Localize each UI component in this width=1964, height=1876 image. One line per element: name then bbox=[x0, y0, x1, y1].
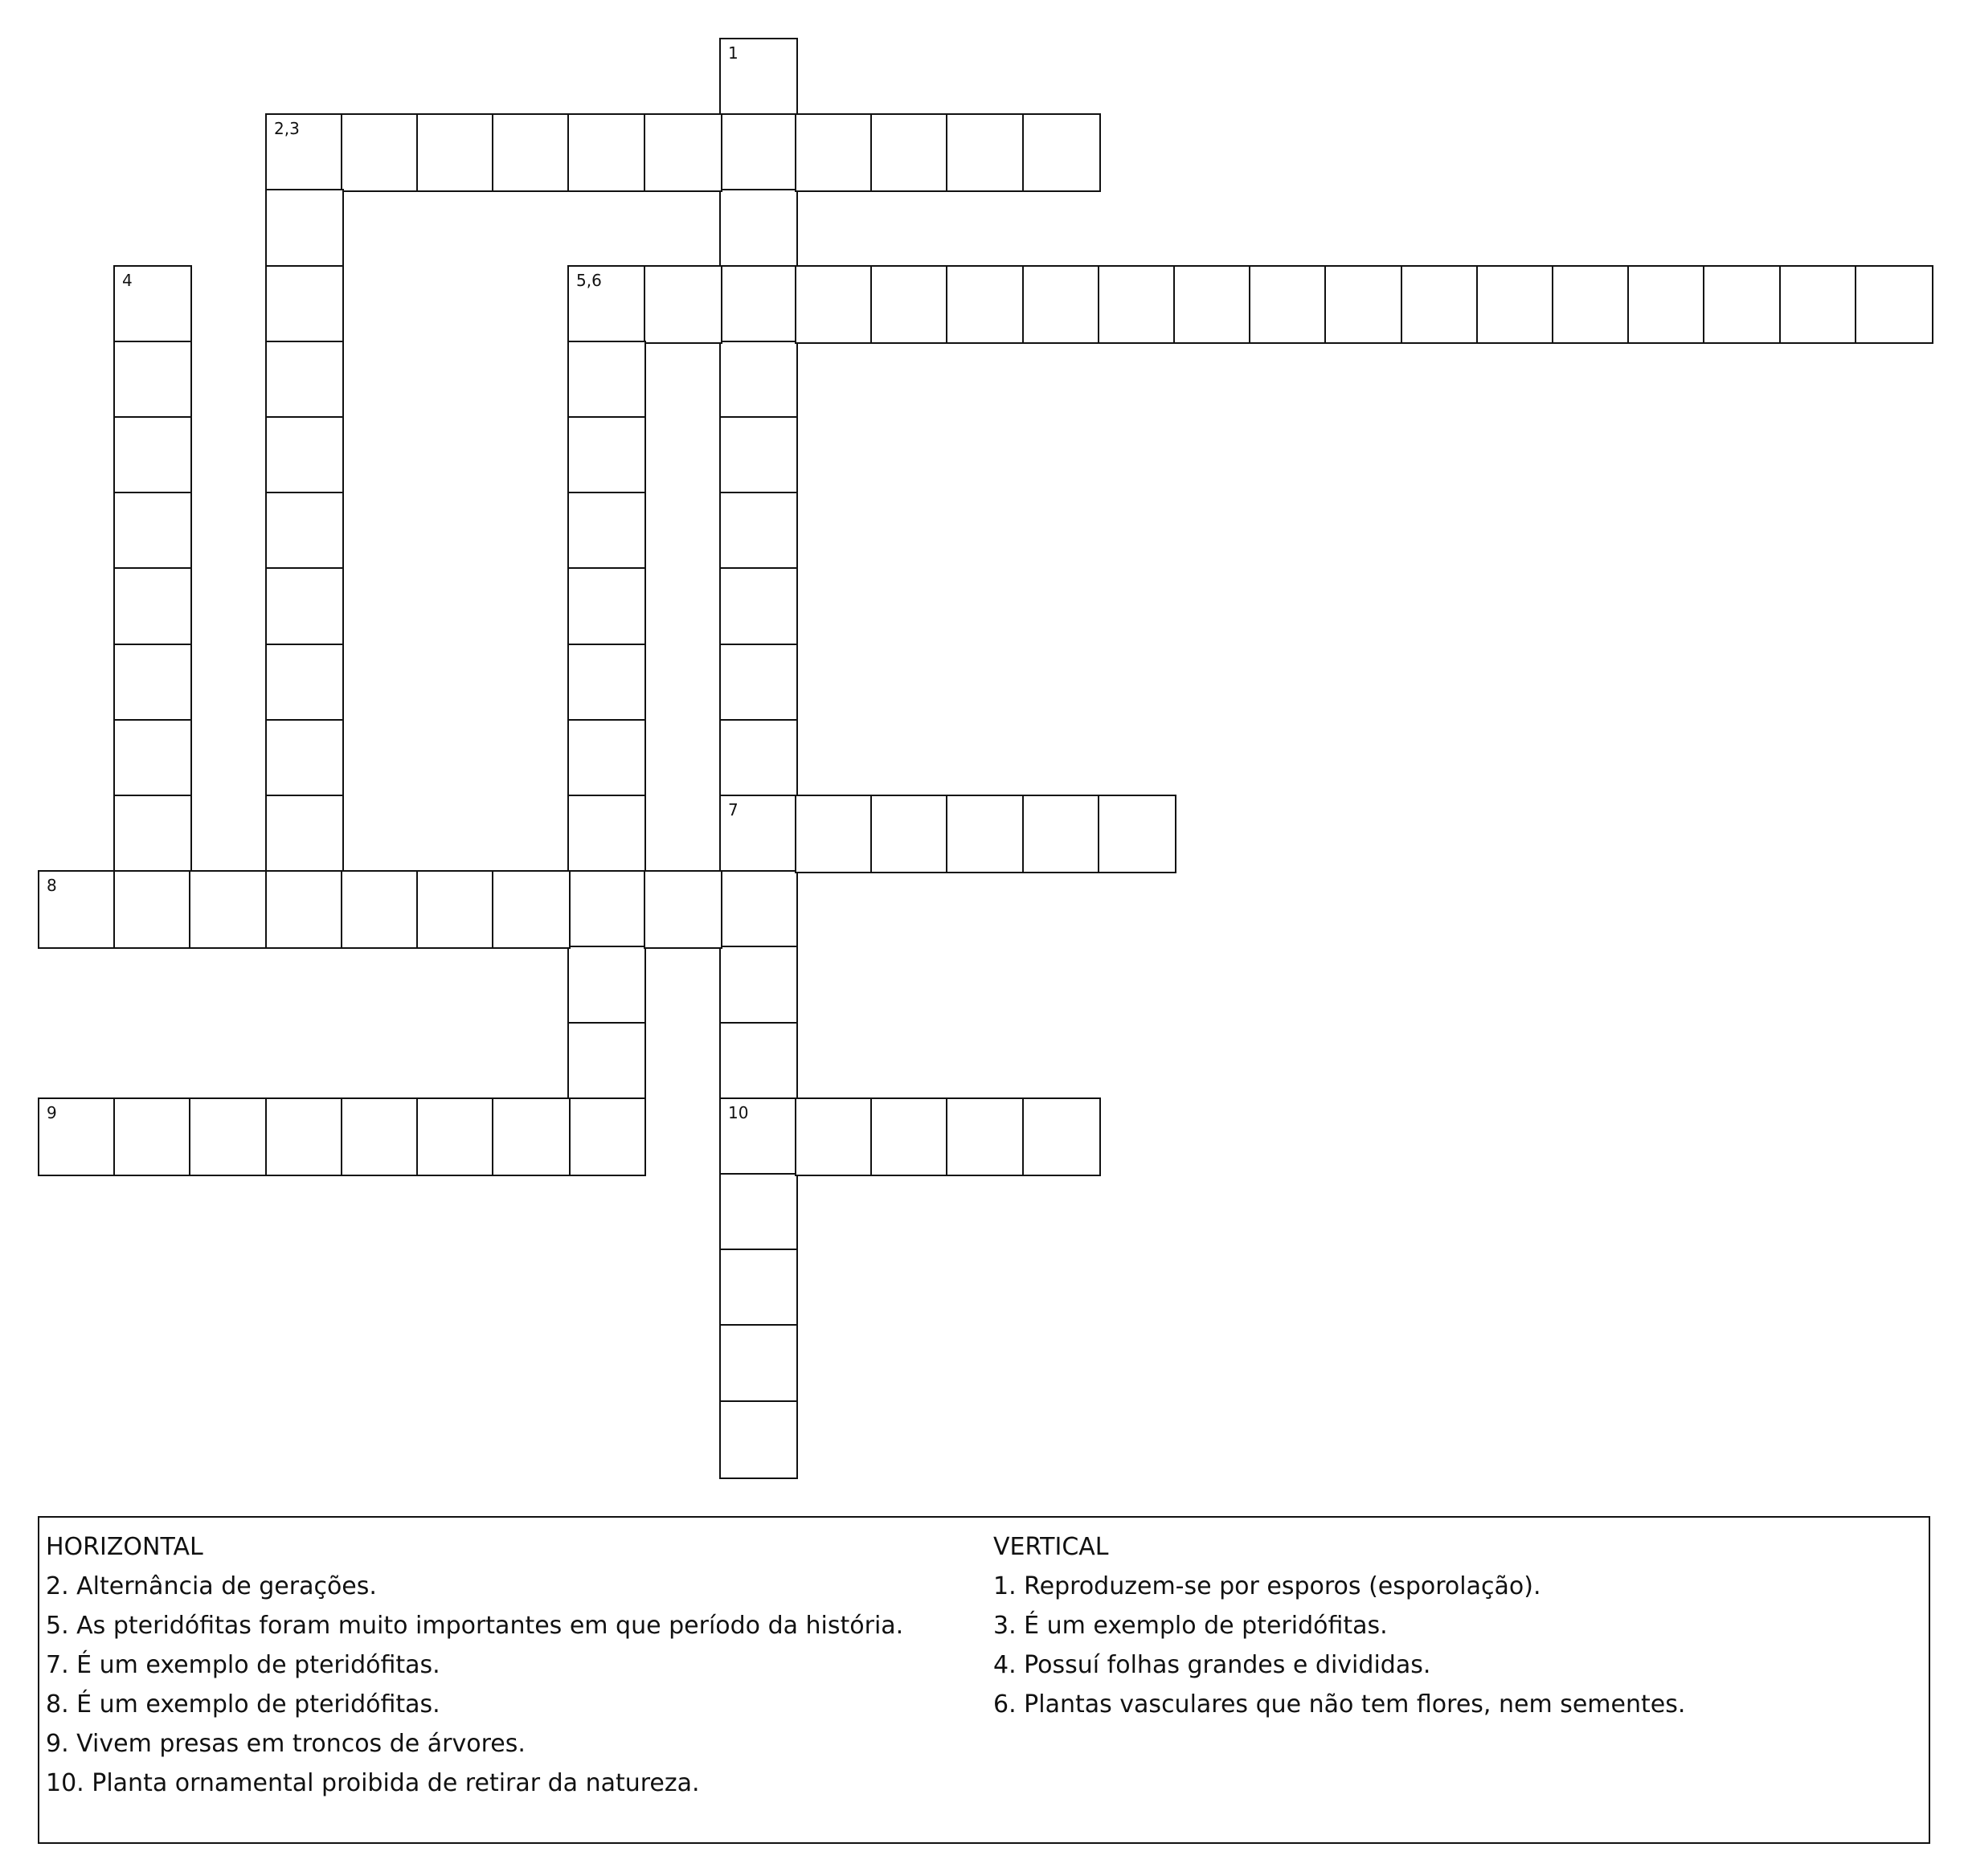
crossword-cell[interactable] bbox=[567, 1097, 646, 1176]
crossword-cell[interactable] bbox=[644, 265, 722, 344]
clue-across-2: 2. Alternância de gerações. bbox=[46, 1572, 377, 1600]
clue-across-7: 7. É um exemplo de pteridófitas. bbox=[46, 1651, 440, 1679]
clue-down-1: 1. Reproduzem-se por esporos (esporolação). bbox=[993, 1572, 1541, 1600]
crossword-cell[interactable] bbox=[265, 492, 344, 570]
crossword-cell[interactable] bbox=[113, 492, 192, 570]
crossword-cell[interactable] bbox=[719, 567, 798, 646]
crossword-cell[interactable] bbox=[1703, 265, 1782, 344]
crossword-cell[interactable] bbox=[870, 1097, 949, 1176]
crossword-cell[interactable] bbox=[1401, 265, 1479, 344]
crossword-cell[interactable] bbox=[1022, 265, 1101, 344]
crossword-cell[interactable] bbox=[265, 265, 344, 344]
crossword-cell[interactable] bbox=[1098, 795, 1176, 873]
crossword-cell[interactable] bbox=[719, 416, 798, 495]
clue-down-6: 6. Plantas vasculares que não tem flores, nem sementes. bbox=[993, 1690, 1686, 1719]
clue-number-4: 4 bbox=[122, 271, 133, 290]
crossword-cell[interactable] bbox=[567, 870, 646, 949]
crossword-cell[interactable] bbox=[1098, 265, 1176, 344]
crossword-cell[interactable] bbox=[1022, 113, 1101, 192]
crossword-cell[interactable] bbox=[113, 719, 192, 798]
crossword-cell[interactable] bbox=[567, 567, 646, 646]
crossword-cell[interactable] bbox=[113, 1097, 192, 1176]
horizontal-heading: HORIZONTAL bbox=[46, 1533, 203, 1561]
crossword-cell[interactable] bbox=[113, 795, 192, 873]
crossword-cell[interactable] bbox=[946, 1097, 1025, 1176]
crossword-cell[interactable] bbox=[38, 870, 117, 949]
crossword-cell[interactable] bbox=[719, 1097, 798, 1176]
crossword-cell[interactable] bbox=[644, 113, 722, 192]
crossword-cell[interactable] bbox=[567, 1022, 646, 1101]
crossword-cell[interactable] bbox=[492, 1097, 571, 1176]
crossword-cell[interactable] bbox=[567, 946, 646, 1024]
crossword-cell[interactable] bbox=[719, 492, 798, 570]
crossword-cell[interactable] bbox=[719, 38, 798, 116]
vertical-heading: VERTICAL bbox=[993, 1533, 1109, 1561]
crossword-cell[interactable] bbox=[113, 567, 192, 646]
crossword-cell[interactable] bbox=[567, 265, 646, 344]
crossword-cell[interactable] bbox=[1779, 265, 1858, 344]
clue-across-8: 8. É um exemplo de pteridófitas. bbox=[46, 1690, 440, 1719]
crossword-cell[interactable] bbox=[1552, 265, 1631, 344]
crossword-cell[interactable] bbox=[1324, 265, 1403, 344]
crossword-cell[interactable] bbox=[946, 113, 1025, 192]
vertical-clues bbox=[993, 1527, 1685, 1724]
crossword-cell[interactable] bbox=[870, 265, 949, 344]
crossword-cell[interactable] bbox=[719, 1400, 798, 1479]
crossword-cell[interactable] bbox=[567, 341, 646, 419]
crossword-cell[interactable] bbox=[341, 870, 419, 949]
crossword-cell[interactable] bbox=[1476, 265, 1555, 344]
crossword-cell[interactable] bbox=[113, 341, 192, 419]
crossword-cell[interactable] bbox=[1173, 265, 1252, 344]
crossword-cell[interactable] bbox=[795, 795, 874, 873]
crossword-cell[interactable] bbox=[265, 644, 344, 722]
clue-down-4: 4. Possuí folhas grandes e divididas. bbox=[993, 1651, 1431, 1679]
crossword-cell[interactable] bbox=[567, 795, 646, 873]
crossword-cell[interactable] bbox=[795, 265, 874, 344]
clue-across-5: 5. As pteridófitas foram muito importantes em que período da história. bbox=[46, 1612, 904, 1640]
crossword-cell[interactable] bbox=[113, 416, 192, 495]
crossword-cell[interactable] bbox=[946, 795, 1025, 873]
crossword-cell[interactable] bbox=[189, 870, 268, 949]
crossword-cell[interactable] bbox=[113, 265, 192, 344]
crossword-cell[interactable] bbox=[265, 1097, 344, 1176]
crossword-cell[interactable] bbox=[946, 265, 1025, 344]
clue-number-2: 2,3 bbox=[274, 119, 300, 138]
crossword-cell[interactable] bbox=[341, 113, 419, 192]
crossword-cell[interactable] bbox=[265, 567, 344, 646]
crossword-cell[interactable] bbox=[870, 795, 949, 873]
crossword-cell[interactable] bbox=[416, 870, 495, 949]
crossword-cell[interactable] bbox=[719, 1324, 798, 1403]
crossword-cell[interactable] bbox=[265, 113, 344, 192]
crossword-cell[interactable] bbox=[567, 492, 646, 570]
crossword-cell[interactable] bbox=[719, 870, 798, 949]
crossword-cell[interactable] bbox=[113, 644, 192, 722]
crossword-cell[interactable] bbox=[492, 870, 571, 949]
crossword-cell[interactable] bbox=[719, 1173, 798, 1252]
horizontal-clues bbox=[46, 1527, 903, 1803]
crossword-cell[interactable] bbox=[265, 416, 344, 495]
crossword-cell[interactable] bbox=[113, 870, 192, 949]
clue-number-1: 1 bbox=[728, 43, 739, 63]
crossword-cell[interactable] bbox=[719, 1249, 798, 1327]
crossword-cell[interactable] bbox=[719, 795, 798, 873]
crossword-cell[interactable] bbox=[1022, 795, 1101, 873]
crossword-cell[interactable] bbox=[38, 1097, 117, 1176]
clue-number-8: 8 bbox=[47, 876, 57, 895]
crossword-cell[interactable] bbox=[870, 113, 949, 192]
crossword-cell[interactable] bbox=[795, 1097, 874, 1176]
clue-across-9: 9. Vivem presas em troncos de árvores. bbox=[46, 1730, 526, 1758]
crossword-cell[interactable] bbox=[567, 719, 646, 798]
crossword-cell[interactable] bbox=[719, 265, 798, 344]
clue-box bbox=[38, 1516, 1930, 1844]
clue-down-3: 3. É um exemplo de pteridófitas. bbox=[993, 1612, 1388, 1640]
crossword-cell[interactable] bbox=[265, 341, 344, 419]
clue-number-10: 10 bbox=[728, 1103, 749, 1122]
crossword-cell[interactable] bbox=[1022, 1097, 1101, 1176]
crossword-cell[interactable] bbox=[492, 113, 571, 192]
crossword-cell[interactable] bbox=[719, 946, 798, 1024]
crossword-cell[interactable] bbox=[1627, 265, 1706, 344]
clue-number-5: 5,6 bbox=[576, 271, 602, 290]
crossword-cell[interactable] bbox=[719, 341, 798, 419]
clue-number-9: 9 bbox=[47, 1103, 57, 1122]
crossword-cell[interactable] bbox=[341, 1097, 419, 1176]
crossword-cell[interactable] bbox=[416, 113, 495, 192]
crossword-cell[interactable] bbox=[265, 870, 344, 949]
clue-across-10: 10. Planta ornamental proibida de retirar da natureza. bbox=[46, 1769, 700, 1797]
crossword-cell[interactable] bbox=[567, 644, 646, 722]
crossword-cell[interactable] bbox=[265, 795, 344, 873]
crossword-cell[interactable] bbox=[265, 719, 344, 798]
clue-number-7: 7 bbox=[728, 800, 739, 819]
crossword-cell[interactable] bbox=[719, 1022, 798, 1101]
crossword-cell[interactable] bbox=[1249, 265, 1328, 344]
crossword-cell[interactable] bbox=[719, 113, 798, 192]
crossword-cell[interactable] bbox=[795, 113, 874, 192]
crossword-cell[interactable] bbox=[567, 416, 646, 495]
crossword-cell[interactable] bbox=[719, 719, 798, 798]
crossword-cell[interactable] bbox=[719, 644, 798, 722]
crossword-cell[interactable] bbox=[265, 189, 344, 268]
crossword-cell[interactable] bbox=[1855, 265, 1933, 344]
crossword-cell[interactable] bbox=[644, 870, 722, 949]
crossword-cell[interactable] bbox=[567, 113, 646, 192]
crossword-cell[interactable] bbox=[189, 1097, 268, 1176]
crossword-cell[interactable] bbox=[719, 189, 798, 268]
crossword-cell[interactable] bbox=[416, 1097, 495, 1176]
